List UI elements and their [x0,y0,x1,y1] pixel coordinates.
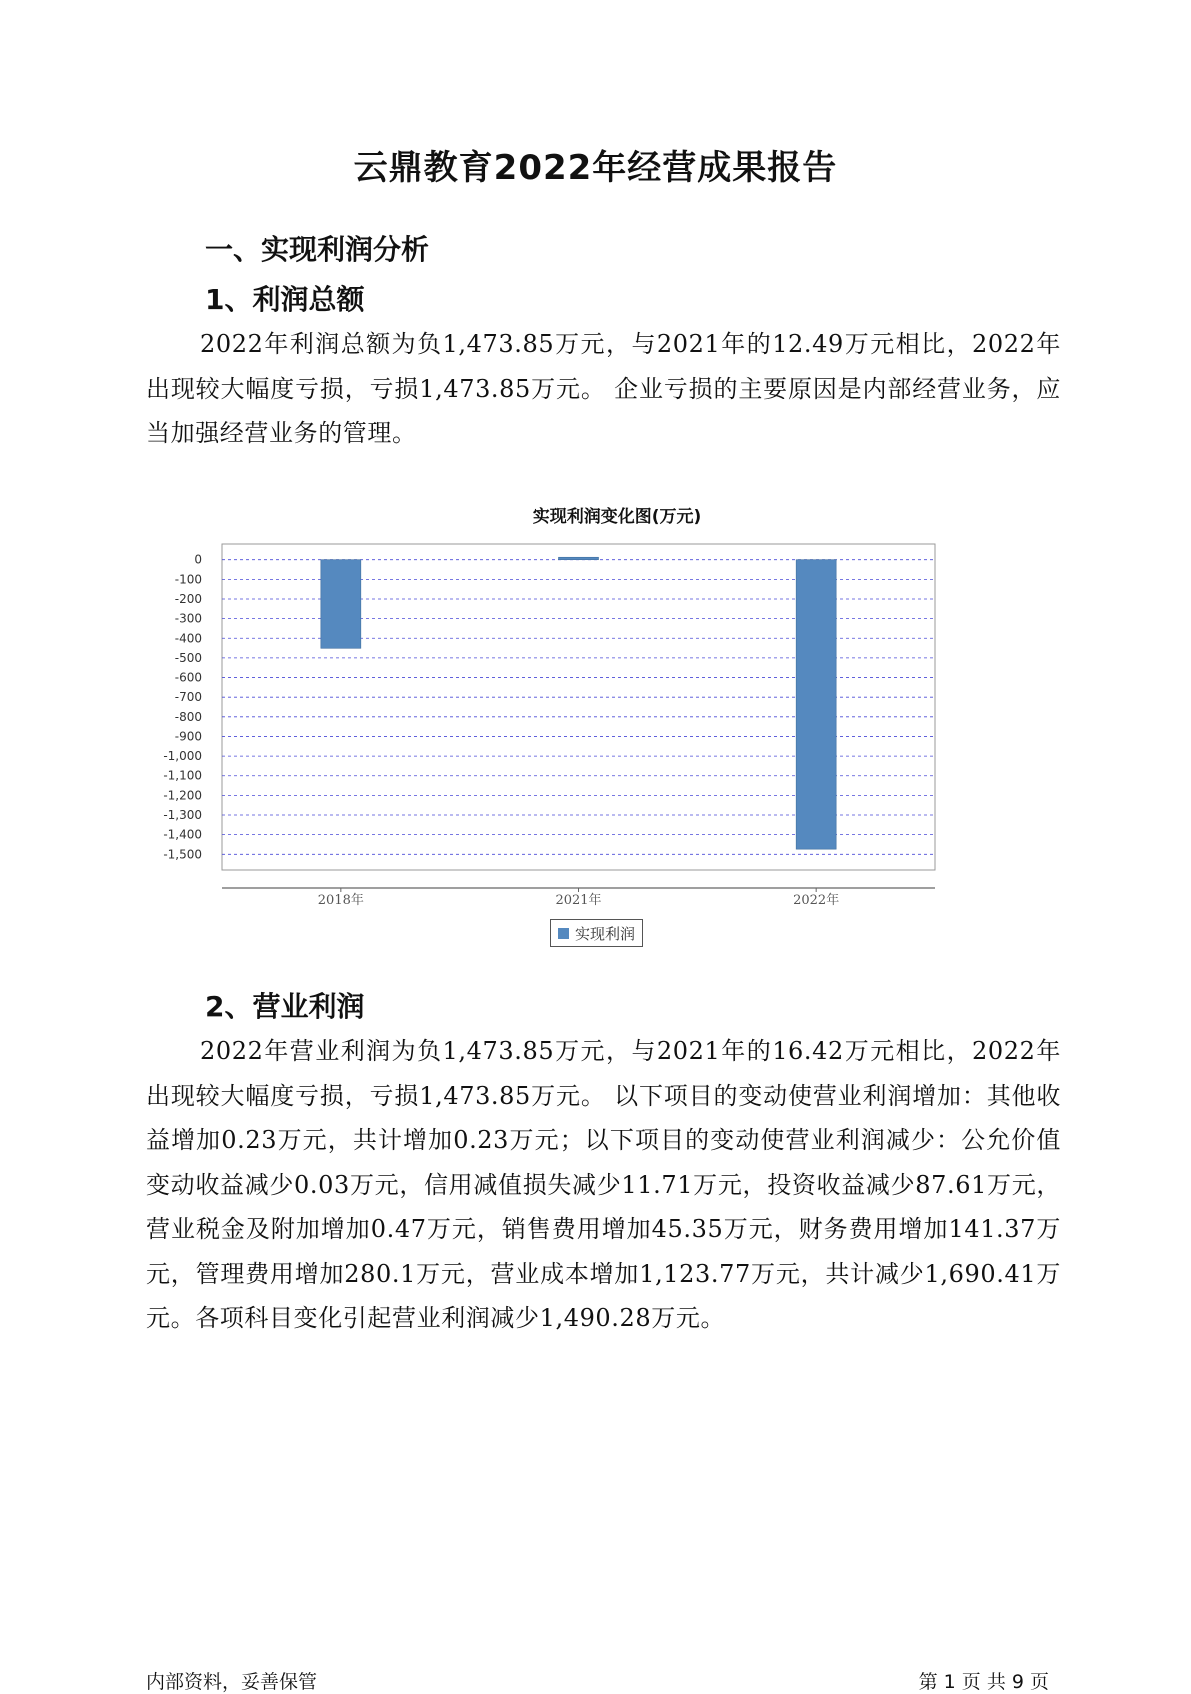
chart-legend [550,919,643,947]
y-tick-label: -200 [174,591,202,606]
legend-swatch [558,928,569,939]
subsection-heading-operating-profit: 2、营业利润 [205,990,365,1023]
operating-profit-paragraph: 2022年营业利润为负1,473.85万元，与2021年的16.42万元相比，2022年出现较大幅度亏损，亏损1,473.85万元。 以下项目的变动使营业利润增加：其他收益增加0.23万元，共计增加0.23万元；以下项目的变动使营业利润减少：公允价值变动收益减少0.03万元，信用减值损失减少11.71万元，投资收益减少87.61万元，营业税金及附加增加0.47万元，销售费用增加45.35万元，财务费用增加141.37万元，管理费用增加280.1万元，营业成本增加1,123.77万元，共计减少1,690.41万元。各项科目变化引起营业利润减少1,490.28万元。 [146,1037,1061,1332]
y-tick-label: -1,200 [163,788,202,803]
y-tick-label: -400 [174,631,202,646]
x-tick-label: 2018年 [317,893,364,908]
footer-confidential-note: 内部资料，妥善保管 [146,1671,318,1693]
section-heading-profit-analysis: 一、实现利润分析 [205,233,430,266]
footer-page-number: 第 1 页 共 9 页 [918,1671,1049,1693]
y-tick-label: -800 [174,709,202,724]
y-tick-label: -1,400 [163,827,202,842]
report-title: 云鼎教育2022年经营成果报告 [353,148,838,188]
bar-2022年 [796,560,836,849]
total-profit-paragraph: 2022年利润总额为负1,473.85万元，与2021年的12.49万元相比，2022年出现较大幅度亏损，亏损1,473.85万元。 企业亏损的主要原因是内部经营业务，应当加强经营业务的管理。 [146,330,1061,447]
profit-bar-chart [160,530,1040,910]
subsection-heading-total-profit: 1、利润总额 [205,283,365,316]
y-tick-label: 0 [194,552,202,567]
x-tick-label: 2022年 [793,893,840,908]
y-tick-label: -100 [174,572,202,587]
y-tick-label: -1,300 [163,808,202,823]
y-tick-label: -1,100 [163,768,202,783]
y-tick-label: -1,500 [163,847,202,862]
y-tick-label: -600 [174,670,202,685]
y-tick-label: -700 [174,690,202,705]
bar-2018年 [321,560,361,649]
y-tick-label: -500 [174,650,202,665]
x-tick-label: 2021年 [555,893,602,908]
y-tick-label: -300 [174,611,202,626]
chart-title: 实现利润变化图(万元) [532,507,702,527]
y-tick-label: -1,000 [163,749,202,764]
y-tick-label: -900 [174,729,202,744]
bar-2021年 [559,557,599,559]
legend-label: 实现利润 [575,924,636,943]
